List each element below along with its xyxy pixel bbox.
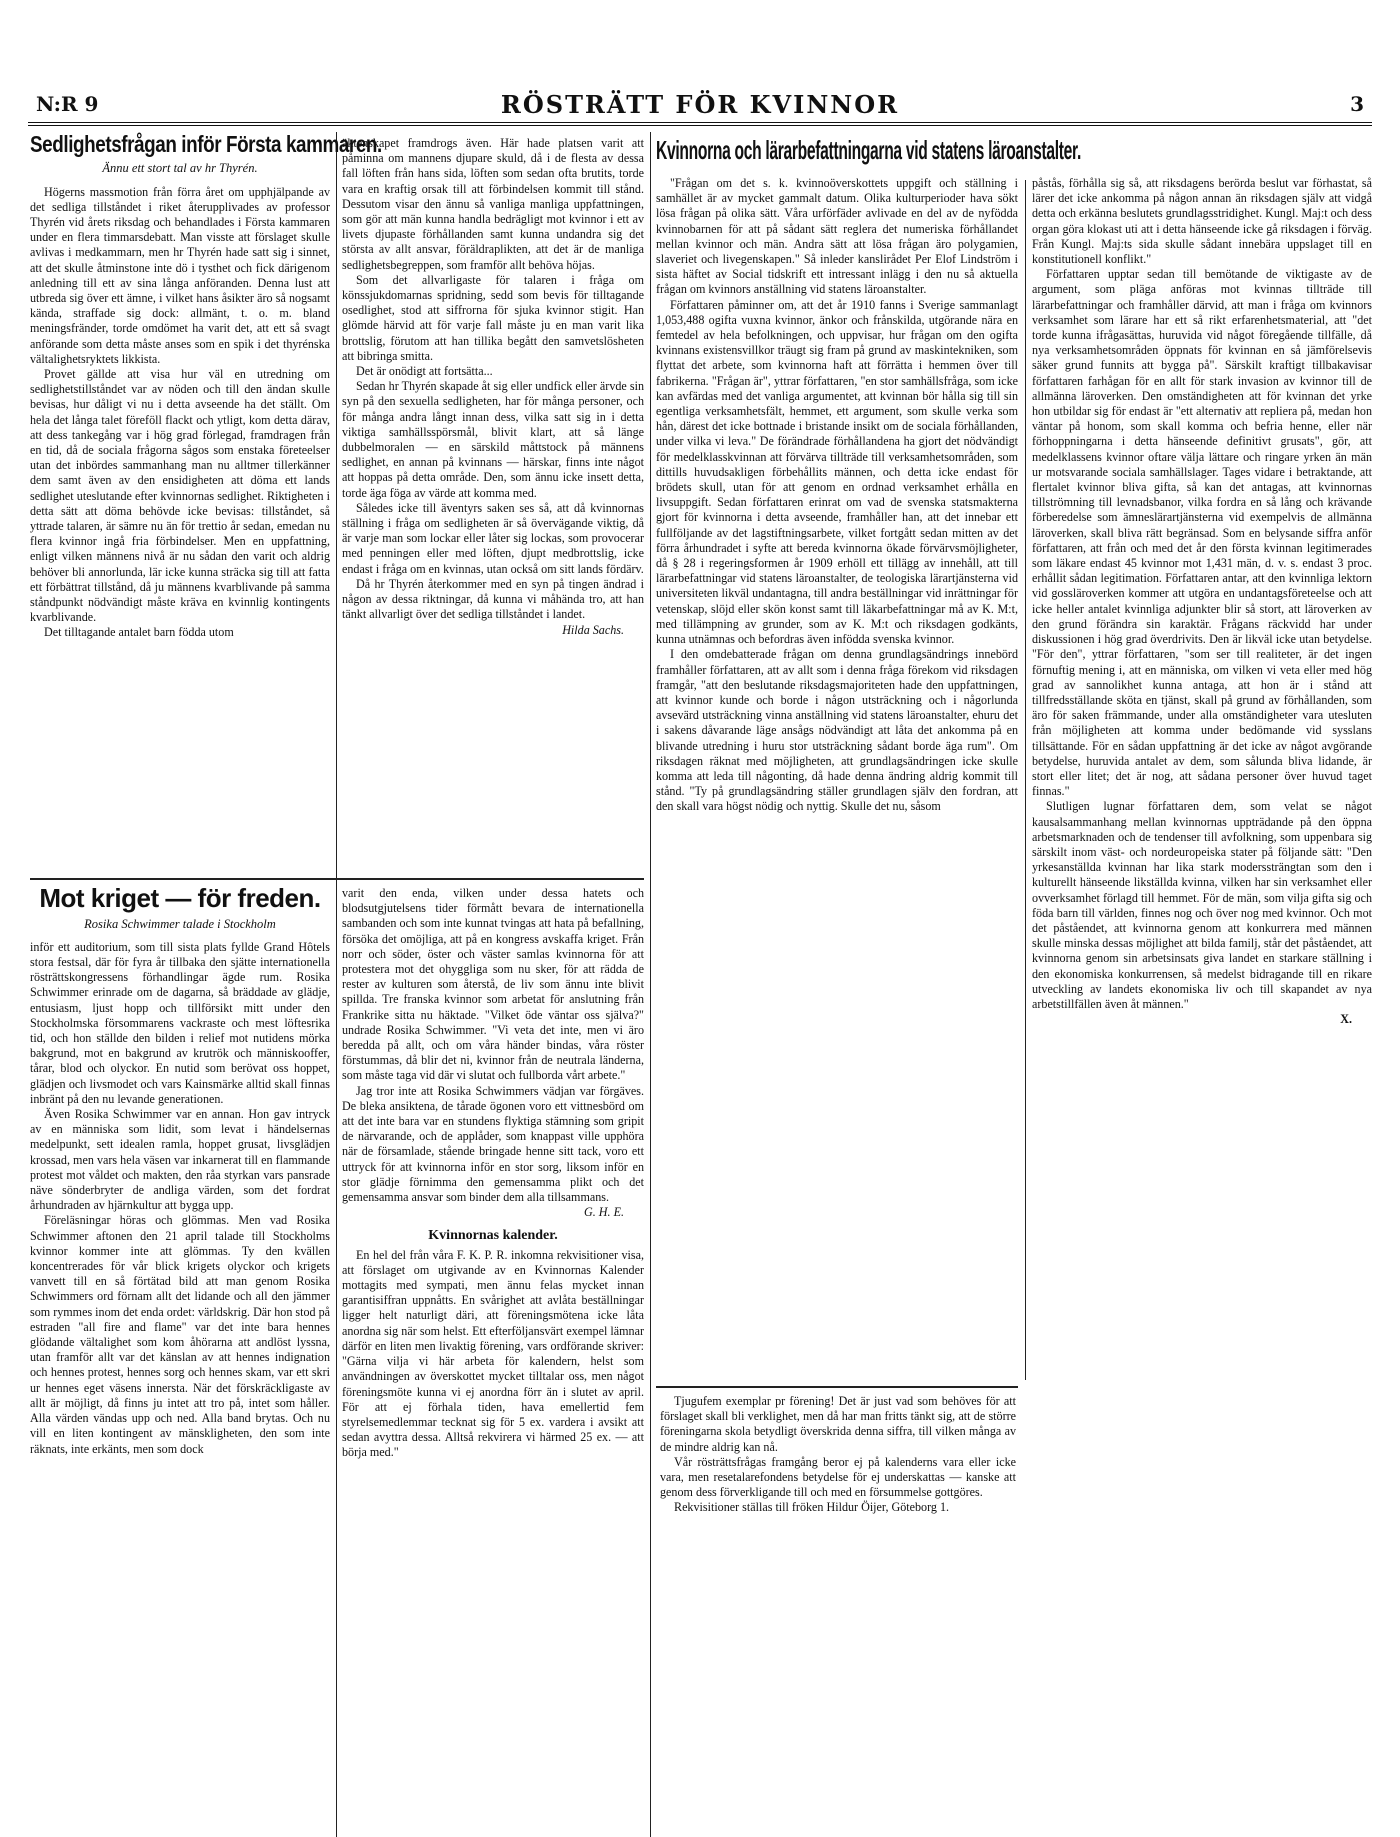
paragraph: Högerns massmotion från förra året om upphjälpande av det sedliga tillståndet i riket återupplivades av professor Thyrén vid årets riksdag och behandlades i Första kammaren under en flera timmarsdebatt. Man visste att förslaget skulle avlivas i medkammarn, men hr Thyrén hade satt sig i sinnet, att det skulle åtminstone inte dö i tysthet och fick därigenom anledning till ett av sina långa anföranden. Denna lust att utbreda sig över ett ämne, i vilket hans åsikter äro så nogsamt kända, straffade sig dock: allmänt, t. o. m. bland meningsfränder, torde omdömet ha varit det, att ett så svagt anförande som detta måste anses som en spik i det thyrénska vältalighetsryktets likkista.	[30, 184, 330, 366]
issue-number: N:R 9	[36, 92, 99, 116]
paragraph: Författaren upptar sedan till bemötande de viktigaste av de argument, som pläga anföras mot kvinnas tillträde till lärarbefattningar och framhåller därvid, att man i fråga om kvinnors verksamhet som lärare har ett så rikt erfarenhetsmaterial, att "det torde kunna ifrågasättas, huruvida vid något föregående tillfälle, då nya verksamhetsområden öppnats för kvinnan en så jämförelsevis säker grund funnits att bygga på". Särskilt kraftigt tillbakavisar författaren farhågan för en allt för stark invasion av kvinnor till de allmänna läroverken. Den omständigheten att för kvinnan det yrke hon utbildar sig för endast är "ett alternativ att repliera på, medan hon väntar på honom, som skall komma och befria henne, eller när förhoppningarna i detta hänseende definitivt grusats", gör, att medelklassens kvinnor oftare välja lättare och ringare yrken än män ur motsvarande sociala samhällslager. Tages vidare i betraktande, att flertalet kvinnor bliva gifta, så kan det antagas, att kvinnornas tillströmning till levnadsbanor, vilka fordra en så lång och krävande förberedelse som ämneslärartjänsterna vid exempelvis de allmänna läroverken, skall bliva rätt begränsad. Som en belysande siffra anför författaren, att från och med det år den första kvinnan legitimerades som läkare endast 45 kvinnor mot 1,431 män, d. v. s. endast 3 proc. erhållit sådan legitimation. Författaren antar, att den kvinnliga lektorn vid gossläroverken kommer att utgöra en undantagsföreteelse och att icke heller antalet kvinnliga adjunkter blir så stort, att läroverken av den grund förändra sin karaktär. Frågans räckvidd har under diskussionen i hög grad överdrivits. Den är likväl icke utan betydelse. "För den", yttrar författaren, "som ser till realiteter, är det ingen förnuftig mening i, att en människa, om vilken vi veta eller med hög grad av sannolikhet kunna antaga, att hon är i stånd att tillfredsställande sköta en tjänst, skall på grund av förhållanden, som äro för saken främmande, under alla omständigheter vara utesluten från möjligheten att komma under bedömande vid sysslans tillsättande. För en sådan uppfattning är det icke av något avgörande betydelse, huruvida antalet av dem, som sålunda bliva lidande, är stort eller litet; det är nog, att sådana personer över huvud taget finnas."	[1032, 267, 1372, 799]
notice-box	[660, 1394, 1016, 1516]
paragraph: En hel del från våra F. K. P. R. inkomna rekvisitioner visa, att förslaget om utgivande av en Kvinnornas Kalender mottagits med sympati, men ännu felas mycket innan garantisiffran uppnåtts. En svårighet att avlåta beställningar ligger helt naturligt däri, att föreningsmötena icke låta anordna sig när som helst. Ett efterföljansvärt exempel lämnar därför en liten men livaktig förening, vars ordförande skriver: "Gärna vilja vi här arbeta för kalendern, helst som användningen av överskottet mycket tilltalar oss, men något föreningsmöte kunna vi ej anordna förr än i slutet av april. För att ej förhala tiden, hava emellertid fem styrelsemedlemmar tecknat sig för 5 ex. vardera i avsikt att sedan avyttra dessa. Alltså rekvirera vi härmed 25 ex. — att börja med."	[342, 1247, 644, 1460]
section-divider	[30, 878, 644, 880]
paragraph: Således icke till äventyrs saken ses så, att då kvinnornas ställning i fråga om sedligheten är så övervägande viktig, då är varje man som lockar eller låter sig lockas, som provocerar med penningen eller med löften, djupt medbrottslig, icke endast i fråga om en kvinnas, utan också om sitt lands fördärv.	[342, 500, 644, 576]
paragraph: Det tilltagande antalet barn födda utom	[44, 625, 234, 640]
paragraph: "Frågan om det s. k. kvinnoöverskottets uppgift och ställning i samhället är av mycket gammalt datum. Olika kulturperioder hava sökt lösa frågan på olika sätt. Våra urförfäder avlivade en del av de nyfödda kvinnobarnen för att på sådant sätt reglera det numeriska förhållandet mellan kvinnor och män. Andra sätt att lösa frågan äro polygamien, slaveriet och livegenskapen." Så inleder kanslirådet Per Elof Lindström i sista häftet av Social tidskrift ett intressant inlägg i den nu så aktuella frågan om kvinnors anställning vid statens läroanstalter.	[656, 176, 1018, 297]
paragraph: påstås, förhålla sig så, att riksdagens berörda beslut var förhastat, så lärer det icke ankomma på någon annan än riksdagen själv att vidgå detta och erkänna beslutets grundlagsstridighet. Kungl. Maj:t och dess organ göra klokast uti att i detta hänseende icke gå riksdagen i förväg. Från Kungl. Maj:ts sida skulle sådant innebära uppslaget till en konstitutionell konflikt."	[1032, 176, 1372, 267]
article-headline: Kvinnorna och lärarbefattningarna vid statens läroanstalter.	[656, 135, 1081, 165]
signature: X.	[1340, 1012, 1352, 1027]
paragraph: inför ett auditorium, som till sista plats fyllde Grand Hôtels stora festsal, där för fyra år tillbaka den sjätte internationella rösträttskongressens förhandlingar ägde rum. Rosika Schwimmer erinrade om de dagarna, så bräddade av glädje, entusiasm, ljust hopp och tillförsikt mitt under den Stockholmska försommarens vackraste och mest löftesrika tid, och hon ställde den bilden i relief mot nutidens mörka bakgrund, mot en bakgrund av krutrök och människooffer, tårar, blod och olyckor. En nutid som berövat oss hoppet, glädjen och livsmodet och vars Kainsmärke alltid skall finnas inbränt på den nu levande generationen.	[30, 939, 330, 1106]
paragraph: Tjugufem exemplar pr förening! Det är just vad som behöves för att förslaget skall bli verklighet, men då har man fritts tänkt sig, att de större föreningarna skola betydligt överskrida denna siffra, till vilken många av de mindre aldrig kan nå.	[660, 1394, 1016, 1454]
article-headline: Mot kriget — för freden.	[39, 883, 321, 913]
column-rule	[336, 132, 337, 1837]
article-sedlighetsfragan-continued	[342, 136, 644, 638]
article-sedlighetsfragan	[30, 131, 382, 641]
column-rule	[1025, 180, 1026, 1380]
newspaper-title: RÖSTRÄTT FÖR KVINNOR	[500, 90, 900, 119]
notice-divider	[656, 1386, 1018, 1388]
page-number: 3	[1350, 92, 1364, 116]
article-column-2	[1032, 176, 1372, 1027]
paragraph: Provet gällde att visa hur väl en utredning om sedlighetstillståndet var av nöden och till den ändan skulle bevisas, hur dåligt vi nu i detta avseende ha det ställt. Om hela det långa talet föreföll flackt och ytligt, kom detta därav, att dess tankegång var i hög grad förlegad, framdragen från en tid, då de sociala frågorna sågos som enstaka företeelser utan det inbördes sammanhang man nu alltmer tillerkänner dem samt även av den ensidigheten att döma ett lands sedlighet uteslutande efter kvinnornas sedlighet. Riktigheten i detta sätt att döma behövde icke bevisas: tillståndet, så yttrade talaren, är sämre nu än för trettio år sedan, emedan nu flera kvinnor ingå fria förbindelser. Men en uppfattning, enligt vilken männens nivå är nu sådan den varit och aldrig behöver bli annorlunda, lär icke kunna sträcka sig till att fatta ett förbättrat tillstånd, då ju männens kvarblivande på samma ståndpunkt nödvändigt måste kräva en kvinnlig kontingents kvarblivande.	[30, 366, 330, 625]
signature: G. H. E.	[584, 1205, 624, 1220]
paragraph: Föreläsningar höras och glömmas. Men vad Rosika Schwimmer aftonen den 21 april talade till Stockholms kvinnor kommer inte att glömmas. Ty den kvällen koncentrerades för vår blick krigets olyckor och krigets vanvett till en så förtätad bild att man genom Rosika Schwimmers ord förnam allt det lidande och all den jämmer som rymmes inom det enda ordet: världskrig. Där hon stod på estraden "all fire and flame" var det inte bara hennes glödande vältalighet som kom åhörarna att andlöst lyssna, utan framför allt var det känslan av att hennes indignation och hennes protest, hennes sorg och hennes skam, var ett skri ur hennes eget väsens innersta. När det förskräckligaste av allt är möjligt, då finns ju intet att tro på, intet som håller. Alla värden vändas upp och ned. Alla band brytas. Och nu vill en liten kontingent av mänskligheten, den som inte räknats, inte erkänts, men som dock	[30, 1213, 330, 1456]
paragraph: I den omdebatterade frågan om denna grundlagsändrings innebörd framhåller författaren, att av allt som i denna fråga förekom vid riksdagen framgår, "att den beslutande riksdagsmajoriteten hade den uppfattningen, att kvinnor kunde och borde i någon utsträckning och i någorlunda avsevärd utsträckning vinna anställning vid statens läroanstalter, ehuru det i sakens dåvarande läge ansågs nödvändigt att låta det ankomma på en blivande utredning i huru stor utsträckning sådant borde äga rum". Om riksdagen räknat med möjligheten, att grundlagsändringen icke skulle komma att leda till någonting, då hade denna ändring aldrig kommit till stånd. "Ty på grundlagsändring ställer grundlagen själv den fordran, att den skall vara högst nödig och nyttig. Skulle det nu, såsom	[656, 647, 1018, 814]
masthead	[28, 88, 1372, 126]
article-headline: Sedlighetsfrågan inför Första kammaren.	[30, 131, 382, 157]
paragraph: Vår rösträttsfrågas framgång beror ej på kalenderns vara eller icke vara, men resetalarefondens betydelse för ej underskattas — kanske att genom dess förverkligande till och med en försummelse gottgöres.	[660, 1454, 1016, 1500]
article-subtitle: Rosika Schwimmer talade i Stockholm	[84, 916, 276, 931]
paragraph: Sedan hr Thyrén skapade åt sig eller undfick eller ärvde sin syn på den sexuella sedligheten, har för många personer, och för många andra långt innan dess, vilka satt sig in i detta viktiga samhällsspörsmål, blivit klart, att så länge dubbelmoralen — en särskild måttstock på männens sedlighet, en annan på kvinnans — härskar, finns inte något att hoppas på detta område. Den, som ännu icke insett detta, torde äga föga av värde att komma med.	[342, 379, 644, 500]
column-rule	[650, 132, 651, 1837]
paragraph: Då hr Thyrén återkommer med en syn på tingen ändrad i någon av dessa riktningar, då kunna vi måhända tro, att han tänkt allvarligt över det sedliga tillståndet i landet.	[342, 576, 644, 622]
signature: Hilda Sachs.	[562, 622, 624, 637]
article-column-1	[656, 176, 1018, 815]
paragraph: Det är onödigt att fortsätta...	[356, 364, 493, 379]
paragraph: Även Rosika Schwimmer var en annan. Hon gav intryck av en människa som lidit, som levat i händelsernas medelpunkt, sett idealen ramla, hoppet grusat, livsglädjen krossad, men vars hela väsen var inkarnerat till en flammande protest mot våldet och makten, den råa styrkan vars pansrade näve sönderbryter de andliga värden, som det fordrat århundraden av hjärnkultur att bygga upp.	[30, 1107, 330, 1213]
paragraph: äktenskapet framdrogs även. Här hade platsen varit att påminna om mannens djupare skuld, då i de flesta av dessa fall löften från hans sida, löften som sedan ofta brutits, torde vara en kraftig orsak till att förbindelsen kommit till stånd. Dessutom visar den ännu så vanliga manliga uppfattningen, som gör att män kunna handla bedrägligt mot kvinnor i ett av livets djupaste förhållanden samt kunna undandra sig det största av allt ansvar, föräldraplikten, att det är de manliga sedlighetsbegreppen, som framför allt behöva höjas.	[342, 136, 644, 272]
paragraph: Författaren påminner om, att det år 1910 fanns i Sverige sammanlagt 1,053,488 ogifta vuxna kvinnor, änkor och frånskilda, utgörande nära en femtedel av hela befolkningen, och uppvisar, hur frågan om den ogifta kvinnans existensvillkor träugt sig fram på grund av maskintekniken, som flyttat det arbete, som kvinnorna haft att förrätta i hemmen över till fabrikerna. "Frågan är", yttrar författaren, "en stor samhällsfråga, som icke kan avfärdas med det vanliga argumentet, att kvinnan bör hålla sig till sin egentliga verksamhetsfält, hemmet, ett argument, som skulle verka som hån, därest det icke bottnade i bristande insikt om de sociala förhållanden, under vilka vi leva." De förändrade förhållandena ha gjort det nödvändigt för medelklasskvinnan att förvärva tillträde till verksamhetsområden, som dittills huvudsakligen förbehållits männen, och detta icke endast för brödets skull, utan för att genom en ordnad verksamhet erhålla en livsuppgift. Sedan författaren erinrat om vad de svenska statsmakterna gjort för kvinnorna i detta avseende, framhåller han, att det innebar ett fullföljande av det lagstiftningsarbete, vilket fortgått sedan mitten av det förra århundradet i syfte att bereda kvinnorna ökade förvärvsmöjligheter, då § 28 i regeringsformen år 1909 erhöll ett tillägg av innehåll, att till lärarbefattningar vid statens läroanstalter, de teologiska lärartjänsterna vid universiteten likväl undantagna, till andra beställningar vid inrättningar för vetenskap, slöjd eller skön konst samt till läkarbefattningar må av K. M:t, med tillämpning av grunder, som av K. M:t och riksdagen godkänts, kunna utnämnas och befordras även infödda svenska kvinnor.	[656, 297, 1018, 647]
article-mot-kriget-continued	[342, 886, 644, 1461]
article-kvinnorna-lararbefattningarna	[656, 136, 1372, 165]
paragraph: Rekvisitioner ställas till fröken Hildur Öijer, Göteborg 1.	[674, 1500, 950, 1515]
paragraph: Slutligen lugnar författaren dem, som velat se något kausalsammanhang mellan kvinnornas uppträdande på den öppna arbetsmarknaden och de tendenser till avfolkning, som uppenbara sig särskilt inom väst- och nordeuropeiska stater på följande sätt: "Den yrkesanställda kvinnan har lika stark moderssträngtan som den i kulturellt hänseende likställda kvinna, vilken har sin verksamhet eller ovverksamhet förlagd till hemmet. För de män, som vilja gifta sig och föda barn till världen, finnes nog och över nog med kvinnor. Och mot det påståendet, att kvinnorna genom att konkurrera med männen skulle minska dessas möjlighet att bilda familj, står det påståendet, att kvinnorna genom sin arbetsinsats giva landet en starkare ställning i den ekonomiska konkurrensen, så medelst bidragande till en rikare utveckling av landets ekonomiska liv och till skapandet av nya arbetstillfällen även åt männen."	[1032, 799, 1372, 1011]
paragraph: Jag tror inte att Rosika Schwimmers vädjan var förgäves. De bleka ansiktena, de tårade ögonen voro ett vittnesbörd om att det inte bara var en stundens flyktiga stämning som gripit de närvarande, och de applåder, som knappast ville upphöra när de församlade, stående bringade henne sitt tack, voro ett uttryck för att kvinnorna inför en stor sorg, liksom inför en stor glädje förnimma den gemensamma plikt och det gemensamma ansvar som binder dem alla tillsammans.	[342, 1083, 644, 1205]
paragraph: varit den enda, vilken under dessa hatets och blodsutgjutelsens tider förmått bevara de internationella sambanden och som inte kunnat tvingas att hata på befallning, försöka det omöjliga, att på en kongress avskaffa kriget. Från norr och söder, öster och väster samlas kvinnorna för att protestera mot det ohyggliga som nu sker, för att rädda de rester av kulturen som återstå, de liv som ännu inte blivit spillda. Tre franska kvinnor som arbetat för anslutning från Frankrike sitta nu häktade. "Vilket öde väntar oss själva?" undrade Rosika Schwimmer. "Vi veta det inte, men vi äro beredda på allt, och om våra händer bindas, våra röster förstummas, då blir det ni, kvinnor från de neutrala länderna, som måste taga vid där vi slutat och fullborda vårt arbete."	[342, 886, 644, 1083]
paragraph: Som det allvarligaste för talaren i fråga om könssjukdomarnas spridning, sedd som bevis för tilltagande osedlighet, stod att siffrorna för sjuka kvinnor stigit. Han glömde härvid att för varje fall måste ju en man varit lika brottslig, förutom att han tillika begått den samvetslösheten att bibringa smitta.	[342, 272, 644, 363]
section-heading: Kvinnornas kalender.	[428, 1228, 558, 1244]
article-subtitle: Ännu ett stort tal av hr Thyrén.	[102, 161, 258, 176]
article-mot-kriget	[30, 884, 330, 1457]
